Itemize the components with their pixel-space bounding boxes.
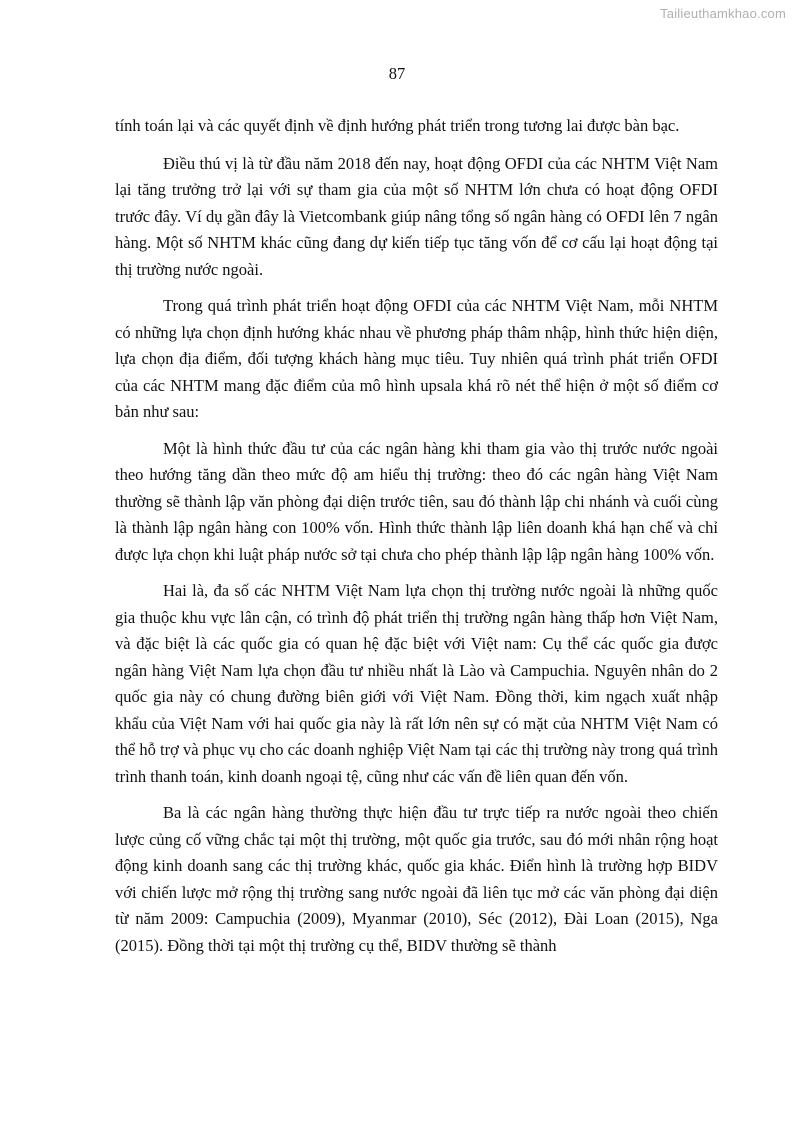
paragraph-point-two: Hai là, đa số các NHTM Việt Nam lựa chọn thị trường nước ngoài là những quốc gia thuộc khu vực lân cận, có trình độ phát triển thị trường ngân hàng thấp hơn Việt Nam, và đặc biệt là các quốc gia có quan hệ đặc biệt với Việt nam: Cụ thể các quốc gia được ngân hàng Việt Nam lựa chọn đầu tư nhiều nhất là Lào và Campuchia. Nguyên nhân do 2 quốc gia này có chung đường biên giới với Việt Nam. Đồng thời, kim ngạch xuất nhập khẩu của Việt Nam với hai quốc gia này là rất lớn nên sự có mặt của NHTM Việt Nam có thể hỗ trợ và phục vụ cho các doanh nghiệp Việt Nam tại các thị trường này trong quá trình trình thanh toán, kinh doanh ngoại tệ, cũng như các vấn đề liên quan đến vốn. [115,581,718,786]
document-body [115,113,718,969]
paragraph-ofdi-growth: Điều thú vị là từ đầu năm 2018 đến nay, hoạt động OFDI của các NHTM Việt Nam lại tăng trưởng trở lại với sự tham gia của một số NHTM lớn chưa có hoạt động OFDI trước đây. Ví dụ gần đây là Vietcombank giúp nâng tổng số ngân hàng có OFDI lên 7 ngân hàng. Một số NHTM khác cũng đang dự kiến tiếp tục tăng vốn để cơ cấu lại hoạt động tại thị trường nước ngoài. [115,153,718,279]
paragraph-point-three: Ba là các ngân hàng thường thực hiện đầu tư trực tiếp ra nước ngoài theo chiến lược củng cố vững chắc tại một thị trường, một quốc gia trước, sau đó mới nhân rộng hoạt động kinh doanh sang các thị trường khác, quốc gia khác. Điển hình là trường hợp BIDV với chiến lược mở rộng thị trường sang nước ngoài đã liên tục mở các văn phòng đại diện từ năm 2009: Campuchia (2009), Myanmar (2010), Séc (2012), Đài Loan (2015), Nga (2015). Đồng thời tại một thị trường cụ thể, BIDV thường sẽ thành [115,803,718,955]
paragraph-point-one: Một là hình thức đầu tư của các ngân hàng khi tham gia vào thị trước nước ngoài theo hướng tăng dần theo mức độ am hiểu thị trường: theo đó các ngân hàng Việt Nam thường sẽ thành lập văn phòng đại diện trước tiên, sau đó thành lập chi nhánh và cuối cùng là thành lập ngân hàng con 100% vốn. Hình thức thành lập liên doanh khá hạn chế và chỉ được lựa chọn khi luật pháp nước sở tại chưa cho phép thành lập lập ngân hàng 100% vốn. [115,438,718,564]
watermark: Tailieuthamkhao.com [660,6,786,21]
page-number: 87 [388,64,406,83]
paragraph-development-process: Trong quá trình phát triển hoạt động OFDI của các NHTM Việt Nam, mỗi NHTM có những lựa chọn định hướng khác nhau về phương pháp thâm nhập, hình thức hiện diện, lựa chọn địa điểm, đối tượng khách hàng mục tiêu. Tuy nhiên quá trình phát triển OFDI của các NHTM mang đặc điểm của mô hình upsala khá rõ nét thể hiện ở một số điểm cơ bản như sau: [115,296,718,421]
paragraph-continuation: tính toán lại và các quyết định về định hướng phát triển trong tương lai được bàn bạc. [115,116,680,135]
